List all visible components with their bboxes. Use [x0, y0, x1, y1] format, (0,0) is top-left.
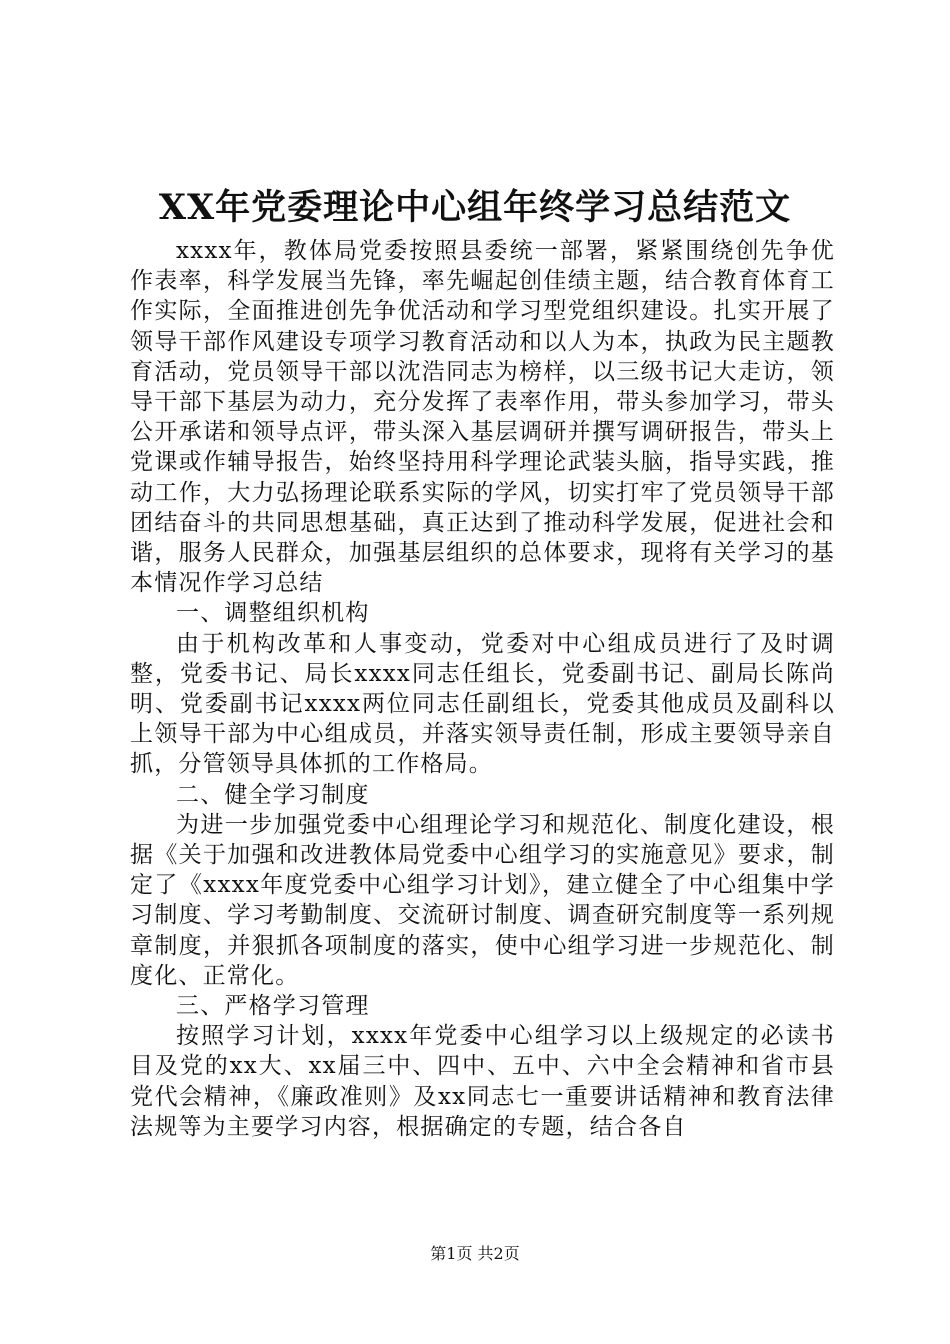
section-paragraph-3: 按照学习计划，xxxx年党委中心组学习以上级规定的必读书目及党的xx大、xx届三中、四中、五中、六中全会精神和省市县党代会精神，《廉政准则》及xx同志七一重要讲话精神和教育法律法规等为主要学习内容，根据确定的专题，结合各自: [130, 1023, 835, 1140]
document-body: [130, 236, 835, 1142]
intro-paragraph: xxxx年，教体局党委按照县委统一部署，紧紧围绕创先争优作表率，科学发展当先锋，率先崛起创佳绩主题，结合教育体育工作实际，全面推进创先争优活动和学习型党组织建设。扎实开展了领导干部作风建设专项学习教育活动和以人为本，执政为民主题教育活动，党员领导干部以沈浩同志为榜样，以三级书记大走访，领导干部下基层为动力，充分发挥了表率作用，带头参加学习，带头公开承诺和领导点评，带头深入基层调研并撰写调研报告，带头上党课或作辅导报告，始终坚持用科学理论武装头脑，指导实践，推动工作，大力弘扬理论联系实际的学风，切实打牢了党员领导干部团结奋斗的共同思想基础，真正达到了推动科学发展，促进社会和谐，服务人民群众，加强基层组织的总体要求，现将有关学习的基本情况作学习总结: [130, 238, 835, 597]
section-heading-1: 一、调整组织机构: [176, 600, 370, 627]
page-footer: 第1页 共2页: [430, 1244, 520, 1263]
section-heading-2: 二、健全学习制度: [176, 781, 370, 808]
document-title: XX年党委理论中心组年终学习总结范文: [158, 187, 792, 228]
section-paragraph-1: 由于机构改革和人事变动，党委对中心组成员进行了及时调整，党委书记、局长xxxx同志任组长，党委副书记、副局长陈尚明、党委副书记xxxx两位同志任副组长，党委其他成员及副科以上领导干部为中心组成员，并落实领导责任制，形成主要领导亲自抓，分管领导具体抓的工作格局。: [130, 630, 835, 778]
section-paragraph-2: 为进一步加强党委中心组理论学习和规范化、制度化建设，根据《关于加强和改进教体局党委中心组学习的实施意见》要求，制定了《xxxx年度党委中心组学习计划》，建立健全了中心组集中学习制度、学习考勤制度、交流研讨制度、调查研究制度等一系列规章制度，并狠抓各项制度的落实，使中心组学习进一步规范化、制度化、正常化。: [130, 811, 835, 989]
section-heading-3: 三、严格学习管理: [176, 993, 370, 1020]
